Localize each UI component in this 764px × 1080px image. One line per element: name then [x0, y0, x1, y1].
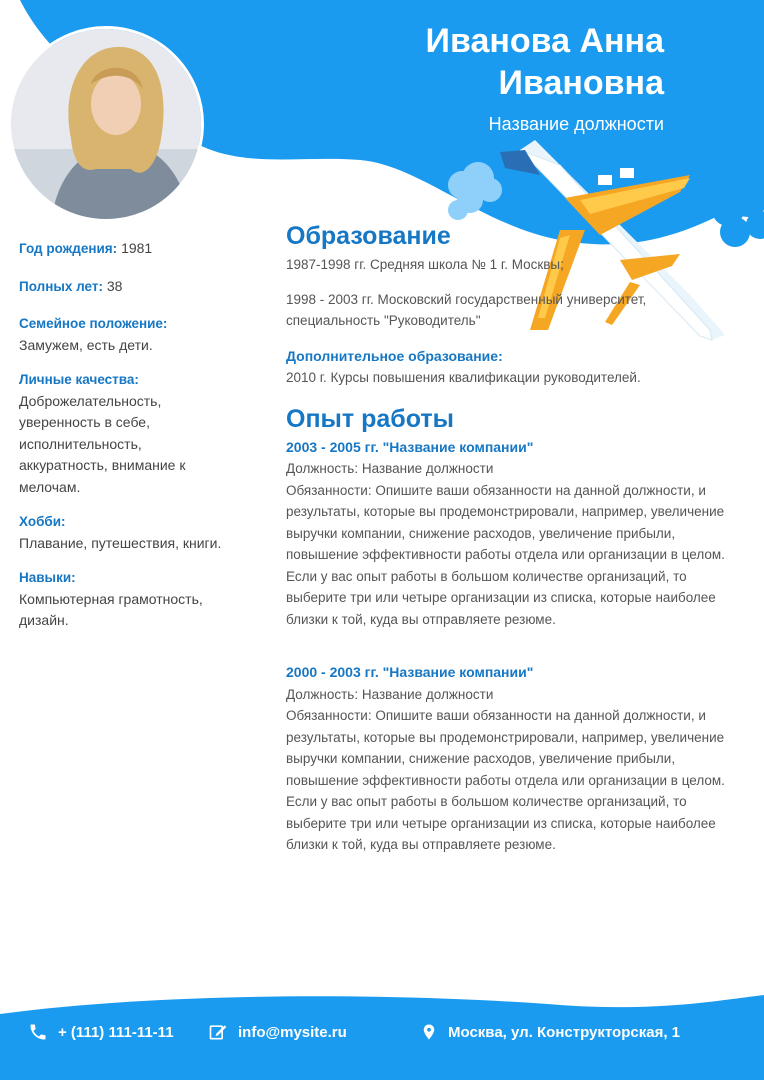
extra-education-title: Дополнительное образование: [286, 347, 503, 364]
job-entry [286, 437, 736, 631]
hobby-row [19, 511, 234, 554]
family-label: Семейное положение: [19, 316, 168, 331]
education-title: Образование [286, 222, 451, 250]
family-value: Замужем, есть дети. [19, 336, 153, 353]
avatar [8, 26, 204, 222]
education-item: 1998 - 2003 гг. Московский государственный университет, специальность "Руководитель" [286, 291, 647, 328]
job-duties: Обязанности: Опишите ваши обязанности на данной должности, и результаты, которые вы продемонстрировали, например, увеличение выручки компании, снижение расходов, увеличение прибыли, повышение эффективности работы отдела или организации в целом. Если у вас опыт работы в большом количестве организаций, то выберите три или четыре организации из списка, которые наиболее близки к той, куда вы отправляете резюме. [286, 482, 725, 627]
phone-text: + (111) 111-11-11 [58, 1023, 174, 1041]
education-item: 1987-1998 гг. Средняя школа № 1 г. Москвы; [286, 257, 564, 272]
age-row [19, 276, 234, 298]
location-pin-icon [420, 1022, 438, 1042]
birth-year-value: 1981 [121, 240, 153, 256]
family-row [19, 313, 234, 356]
skills-value: Компьютерная грамотность, дизайн. [19, 590, 203, 628]
qualities-row [19, 369, 234, 498]
job-header: 2003 - 2005 гг. "Название компании" [286, 438, 534, 455]
edit-icon [208, 1022, 228, 1042]
extra-education-item: 2010 г. Курсы повышения квалификации руководителей. [286, 370, 641, 385]
job-title: Название должности [488, 114, 664, 134]
job-header: 2000 - 2003 гг. "Название компании" [286, 664, 534, 680]
birth-year-label: Год рождения: [19, 241, 118, 256]
age-label: Полных лет: [19, 278, 103, 294]
full-name [426, 20, 664, 104]
experience-title: Опыт работы [286, 404, 454, 433]
age-value: 38 [106, 277, 123, 294]
qualities-value: Доброжелательность, уверенность в себе, исполнительность, аккуратность, внимание к мелочам. [19, 392, 186, 495]
job-position: Должность: Название должности [286, 461, 494, 476]
email-text: info@mysite.ru [238, 1023, 347, 1041]
main-content [286, 218, 736, 856]
address-text: Москва, ул. Конструкторская, 1 [448, 1023, 680, 1041]
hobby-label: Хобби: [19, 514, 66, 529]
skills-row [19, 567, 234, 632]
qualities-label: Личные качества: [19, 372, 139, 387]
contact-phone[interactable] [28, 1022, 174, 1042]
contact-address [420, 1022, 680, 1042]
job-position: Должность: Название должности [286, 686, 494, 702]
contact-email[interactable] [208, 1022, 347, 1042]
phone-icon [28, 1022, 48, 1042]
personal-info [19, 238, 234, 645]
profile-photo [11, 29, 204, 222]
job-entry [286, 662, 736, 856]
job-duties: Обязанности: Опишите ваши обязанности на данной должности, и результаты, которые вы продемонстрировали, например, увеличение выручки компании, снижение расходов, увеличение прибыли, повышение эффективности работы отдела или организации в целом. Если у вас опыт работы в большом количестве организаций, то выберите три или четыре организации из списка, которые наиболее близки к той, куда вы отправляете резюме. [286, 708, 725, 852]
name-line-2: Ивановна [498, 64, 664, 102]
hobby-value: Плавание, путешествия, книги. [19, 534, 222, 551]
birth-year-row [19, 238, 234, 260]
skills-label: Навыки: [19, 570, 76, 585]
name-line-1: Иванова Анна [425, 22, 664, 60]
contact-footer [0, 1010, 764, 1054]
